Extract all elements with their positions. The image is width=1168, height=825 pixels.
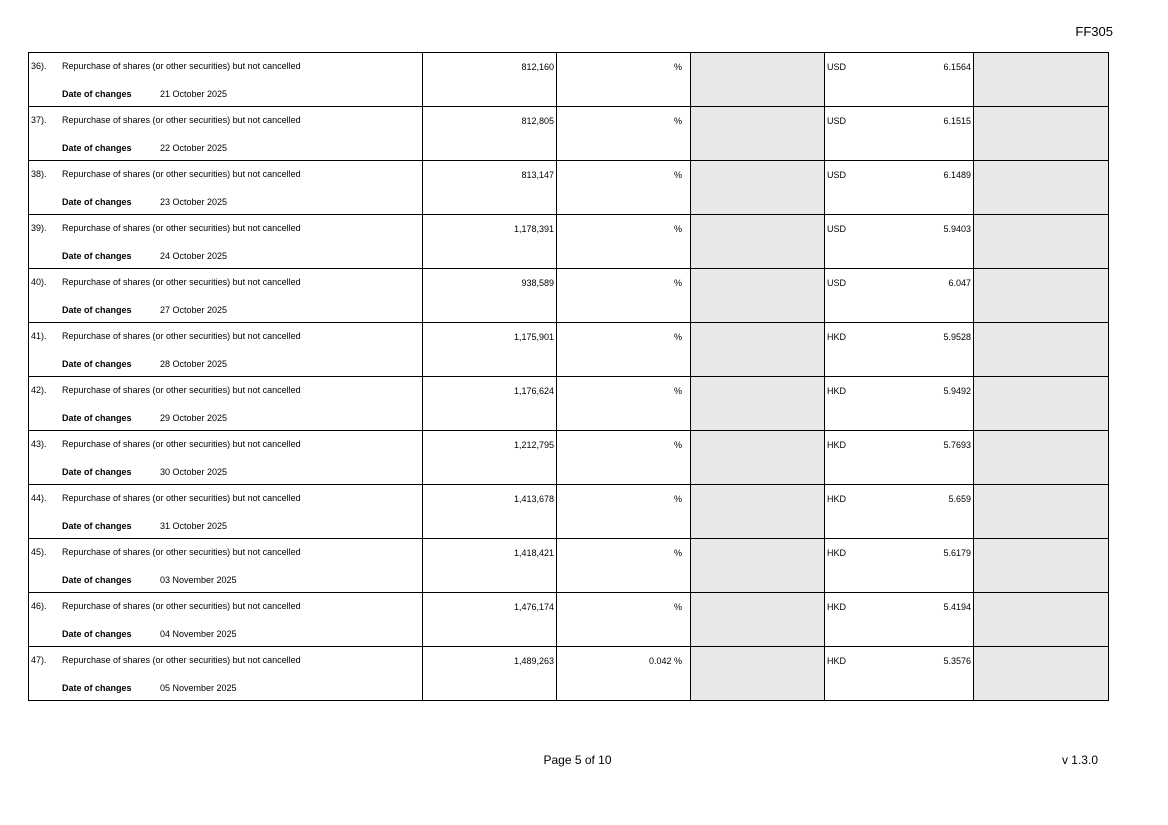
description-cell <box>29 269 423 323</box>
number-of-shares: 1,489,263 <box>513 656 554 666</box>
date-label: Date of changes <box>62 305 132 315</box>
shaded-cell <box>691 593 825 647</box>
number-cell <box>423 215 557 269</box>
price-cell <box>825 53 974 107</box>
row-index: 38). <box>31 169 47 179</box>
number-of-shares: 1,212,795 <box>513 440 554 450</box>
page-number: Page 5 of 10 <box>543 753 612 767</box>
shaded-cell <box>691 53 825 107</box>
price-value: 5.659 <box>948 494 971 504</box>
row-index: 45). <box>31 547 47 557</box>
description-cell <box>29 215 423 269</box>
price-value: 5.9528 <box>943 332 971 342</box>
change-date: 28 October 2025 <box>160 359 228 369</box>
description-cell <box>29 431 423 485</box>
row-description: Repurchase of shares (or other securities) but not cancelled <box>62 385 301 395</box>
percent-cell <box>557 593 691 647</box>
description-cell <box>29 53 423 107</box>
date-label: Date of changes <box>62 629 132 639</box>
date-label: Date of changes <box>62 575 132 585</box>
shaded-cell <box>691 485 825 539</box>
shaded-cell <box>974 161 1109 215</box>
change-date: 27 October 2025 <box>160 305 228 315</box>
description-cell <box>29 107 423 161</box>
table-row <box>29 269 1109 323</box>
change-date: 03 November 2025 <box>160 575 237 585</box>
number-cell <box>423 53 557 107</box>
price-cell <box>825 269 974 323</box>
date-label: Date of changes <box>62 467 132 477</box>
percent-value: % <box>673 62 682 72</box>
number-of-shares: 813,147 <box>521 170 554 180</box>
table-row <box>29 431 1109 485</box>
table-row <box>29 593 1109 647</box>
table-row <box>29 161 1109 215</box>
currency-code: HKD <box>827 494 847 504</box>
shaded-cell <box>974 431 1109 485</box>
change-date: 23 October 2025 <box>160 197 228 207</box>
shaded-cell <box>691 539 825 593</box>
currency-code: USD <box>827 224 847 234</box>
percent-value: % <box>673 602 682 612</box>
row-description: Repurchase of shares (or other securities) but not cancelled <box>62 223 301 233</box>
shaded-cell <box>974 377 1109 431</box>
table-row <box>29 107 1109 161</box>
shaded-cell <box>974 485 1109 539</box>
description-cell <box>29 161 423 215</box>
percent-value: 0.042 % <box>648 656 682 666</box>
row-index: 47). <box>31 655 47 665</box>
row-description: Repurchase of shares (or other securities) but not cancelled <box>62 61 301 71</box>
currency-code: USD <box>827 278 847 288</box>
row-description: Repurchase of shares (or other securities) but not cancelled <box>62 277 301 287</box>
version-label: v 1.3.0 <box>1061 753 1098 767</box>
currency-code: HKD <box>827 332 847 342</box>
number-of-shares: 812,805 <box>521 116 554 126</box>
price-value: 5.7693 <box>943 440 971 450</box>
date-label: Date of changes <box>62 143 132 153</box>
change-date: 21 October 2025 <box>160 89 228 99</box>
shaded-cell <box>691 269 825 323</box>
row-description: Repurchase of shares (or other securities) but not cancelled <box>62 439 301 449</box>
table-row <box>29 323 1109 377</box>
percent-value: % <box>673 548 682 558</box>
row-description: Repurchase of shares (or other securities) but not cancelled <box>62 601 301 611</box>
shaded-cell <box>691 377 825 431</box>
description-cell <box>29 323 423 377</box>
number-of-shares: 1,418,421 <box>513 548 554 558</box>
number-cell <box>423 485 557 539</box>
shaded-cell <box>974 323 1109 377</box>
number-of-shares: 1,178,391 <box>513 224 554 234</box>
price-cell <box>825 539 974 593</box>
table-row <box>29 485 1109 539</box>
shaded-cell <box>691 215 825 269</box>
date-label: Date of changes <box>62 89 132 99</box>
currency-code: USD <box>827 170 847 180</box>
percent-cell <box>557 539 691 593</box>
number-of-shares: 1,176,624 <box>513 386 554 396</box>
percent-cell <box>557 161 691 215</box>
shaded-cell <box>691 647 825 701</box>
price-cell <box>825 377 974 431</box>
date-label: Date of changes <box>62 197 132 207</box>
row-index: 41). <box>31 331 47 341</box>
currency-code: HKD <box>827 602 847 612</box>
price-value: 5.4194 <box>943 602 971 612</box>
percent-cell <box>557 323 691 377</box>
row-index: 40). <box>31 277 47 287</box>
currency-code: HKD <box>827 656 847 666</box>
date-label: Date of changes <box>62 359 132 369</box>
change-date: 29 October 2025 <box>160 413 228 423</box>
price-value: 6.1489 <box>943 170 971 180</box>
number-of-shares: 1,476,174 <box>513 602 554 612</box>
price-value: 6.1564 <box>943 62 971 72</box>
shaded-cell <box>974 647 1109 701</box>
number-cell <box>423 539 557 593</box>
description-cell <box>29 485 423 539</box>
percent-cell <box>557 485 691 539</box>
percent-value: % <box>673 224 682 234</box>
price-value: 5.3576 <box>943 656 971 666</box>
price-cell <box>825 593 974 647</box>
number-cell <box>423 161 557 215</box>
currency-code: HKD <box>827 386 847 396</box>
share-changes-table <box>28 52 1109 701</box>
form-code: FF305 <box>1075 24 1113 39</box>
currency-code: HKD <box>827 440 847 450</box>
change-date: 31 October 2025 <box>160 521 228 531</box>
change-date: 22 October 2025 <box>160 143 228 153</box>
date-label: Date of changes <box>62 683 132 693</box>
number-of-shares: 1,175,901 <box>513 332 554 342</box>
percent-cell <box>557 647 691 701</box>
table-row <box>29 647 1109 701</box>
price-value: 5.6179 <box>943 548 971 558</box>
shaded-cell <box>691 107 825 161</box>
price-cell <box>825 107 974 161</box>
percent-cell <box>557 377 691 431</box>
number-cell <box>423 647 557 701</box>
price-value: 5.9403 <box>943 224 971 234</box>
percent-cell <box>557 269 691 323</box>
row-description: Repurchase of shares (or other securities) but not cancelled <box>62 655 301 665</box>
price-cell <box>825 215 974 269</box>
date-label: Date of changes <box>62 251 132 261</box>
number-cell <box>423 593 557 647</box>
row-index: 39). <box>31 223 47 233</box>
price-cell <box>825 431 974 485</box>
description-cell <box>29 377 423 431</box>
number-cell <box>423 269 557 323</box>
shaded-cell <box>974 53 1109 107</box>
row-index: 36). <box>31 61 47 71</box>
row-index: 37). <box>31 115 47 125</box>
change-date: 24 October 2025 <box>160 251 228 261</box>
row-index: 43). <box>31 439 47 449</box>
row-description: Repurchase of shares (or other securities) but not cancelled <box>62 331 301 341</box>
price-value: 6.1515 <box>943 116 971 126</box>
change-date: 05 November 2025 <box>160 683 237 693</box>
currency-code: USD <box>827 116 847 126</box>
price-cell <box>825 323 974 377</box>
currency-code: USD <box>827 62 847 72</box>
percent-value: % <box>673 170 682 180</box>
row-index: 42). <box>31 385 47 395</box>
percent-cell <box>557 53 691 107</box>
description-cell <box>29 593 423 647</box>
currency-code: HKD <box>827 548 847 558</box>
shaded-cell <box>974 107 1109 161</box>
shaded-cell <box>691 161 825 215</box>
number-of-shares: 1,413,678 <box>513 494 554 504</box>
description-cell <box>29 647 423 701</box>
shaded-cell <box>974 215 1109 269</box>
number-cell <box>423 431 557 485</box>
percent-value: % <box>673 440 682 450</box>
percent-cell <box>557 431 691 485</box>
date-label: Date of changes <box>62 413 132 423</box>
date-label: Date of changes <box>62 521 132 531</box>
row-description: Repurchase of shares (or other securities) but not cancelled <box>62 169 301 179</box>
price-cell <box>825 647 974 701</box>
row-index: 46). <box>31 601 47 611</box>
description-cell <box>29 539 423 593</box>
price-cell <box>825 161 974 215</box>
number-cell <box>423 377 557 431</box>
number-of-shares: 938,589 <box>521 278 554 288</box>
percent-cell <box>557 215 691 269</box>
table-row <box>29 539 1109 593</box>
row-index: 44). <box>31 493 47 503</box>
shaded-cell <box>974 539 1109 593</box>
table-row <box>29 215 1109 269</box>
price-value: 6.047 <box>948 278 971 288</box>
change-date: 04 November 2025 <box>160 629 237 639</box>
shaded-cell <box>691 323 825 377</box>
table-body <box>29 53 1109 701</box>
shaded-cell <box>974 269 1109 323</box>
table-row <box>29 377 1109 431</box>
percent-value: % <box>673 116 682 126</box>
row-description: Repurchase of shares (or other securities) but not cancelled <box>62 547 301 557</box>
percent-cell <box>557 107 691 161</box>
price-cell <box>825 485 974 539</box>
row-description: Repurchase of shares (or other securities) but not cancelled <box>62 115 301 125</box>
percent-value: % <box>673 278 682 288</box>
number-of-shares: 812,160 <box>521 62 554 72</box>
number-cell <box>423 107 557 161</box>
table-row <box>29 53 1109 107</box>
change-date: 30 October 2025 <box>160 467 228 477</box>
price-value: 5.9492 <box>943 386 971 396</box>
number-cell <box>423 323 557 377</box>
percent-value: % <box>673 386 682 396</box>
percent-value: % <box>673 332 682 342</box>
shaded-cell <box>974 593 1109 647</box>
row-description: Repurchase of shares (or other securities) but not cancelled <box>62 493 301 503</box>
shaded-cell <box>691 431 825 485</box>
percent-value: % <box>673 494 682 504</box>
